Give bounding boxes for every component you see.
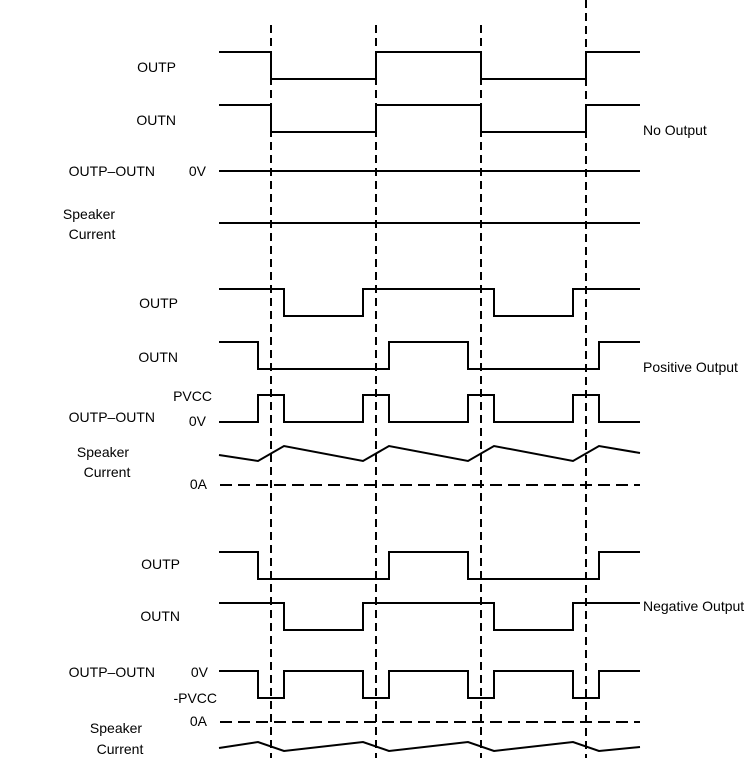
no-output-outp-label: OUTP [137,59,176,75]
positive-output-diff-label: OUTP–OUTN [68,409,155,425]
negative-output-speaker-current-waveform [219,742,640,751]
no-output-outp-waveform [219,52,640,79]
negative-output-0a-label: 0A [189,713,207,729]
negative-output-outn-label: OUTN [140,608,180,624]
positive-output-outp-waveform [219,289,640,316]
negative-output-speaker-label: Speaker [89,720,143,736]
positive-output-diff-waveform [219,395,640,422]
no-output-diff-label: OUTP–OUTN [68,163,155,179]
no-output-speaker-label: Speaker [62,206,116,222]
negative-output-diff-label: OUTP–OUTN [68,664,155,680]
negative-output-caption: Negative Output [643,598,745,614]
positive-output-0a-label: 0A [189,476,207,492]
negative-output-diff-waveform [219,671,640,698]
positive-output-outp-label: OUTP [139,295,178,311]
no-output-outn-label: OUTN [136,112,176,128]
negative-output-0v-label: 0V [190,664,208,680]
positive-output-speaker-current-waveform [219,446,640,461]
no-output-outn-waveform [219,105,640,132]
no-output-current-label: Current [68,226,116,242]
positive-output-outn-waveform [219,342,640,369]
positive-output-outn-label: OUTN [138,349,178,365]
negative-output-outp-label: OUTP [141,556,180,572]
negative-output-outn-waveform [219,603,640,630]
negative-output-neg-pvcc-label: -PVCC [173,690,217,706]
negative-output-outp-waveform [219,552,640,579]
positive-output-0v-label: 0V [188,413,206,429]
positive-output-speaker-label: Speaker [76,444,130,460]
positive-output-pvcc-label: PVCC [173,388,212,404]
positive-output-caption: Positive Output [643,359,738,375]
negative-output-current-label: Current [96,741,144,757]
no-output-0v-label: 0V [188,163,206,179]
no-output-caption: No Output [643,122,707,138]
positive-output-current-label: Current [83,464,131,480]
